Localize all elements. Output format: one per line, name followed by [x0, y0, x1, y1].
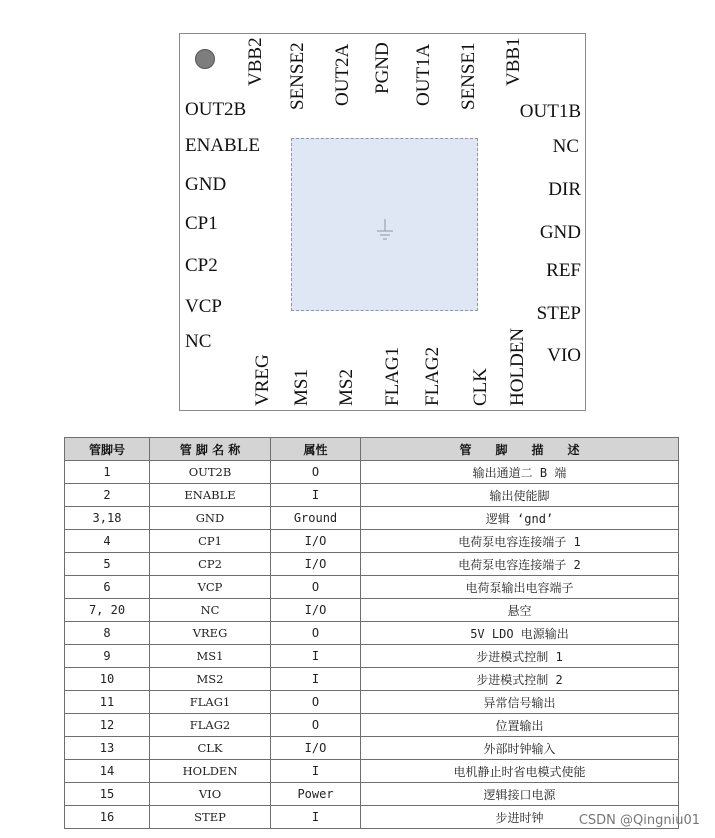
- right-pin-label: REF: [546, 260, 581, 281]
- pin-number-cell: 15: [65, 783, 150, 806]
- left-pin-label: GND: [185, 174, 227, 195]
- top-pin-label: OUT1A: [413, 43, 434, 106]
- pin-attribute-cell: I: [271, 645, 361, 668]
- pin-description-cell: 逻辑 ‘gnd’: [361, 507, 679, 530]
- pin-name-cell: FLAG1: [150, 691, 271, 714]
- table-row: [65, 599, 679, 622]
- header-pin-number: 管脚号: [65, 438, 150, 461]
- pin-number-cell: 3,18: [65, 507, 150, 530]
- pin-name-cell: MS2: [150, 668, 271, 691]
- right-pin-label: STEP: [536, 303, 581, 324]
- table-row: [65, 461, 679, 484]
- pin-description-cell: 悬空: [361, 599, 679, 622]
- right-pin-label: DIR: [548, 179, 581, 200]
- table-row: [65, 645, 679, 668]
- pin-attribute-cell: O: [271, 622, 361, 645]
- right-pin-label: VIO: [547, 345, 581, 366]
- table-row: [65, 760, 679, 783]
- pin-number-cell: 4: [65, 530, 150, 553]
- left-pin-label: CP1: [185, 213, 218, 234]
- pin-attribute-cell: I: [271, 806, 361, 829]
- pin-description-cell: 外部时钟输入: [361, 737, 679, 760]
- pin-name-cell: MS1: [150, 645, 271, 668]
- pin-attribute-cell: I/O: [271, 737, 361, 760]
- pin-attribute-cell: Ground: [271, 507, 361, 530]
- table-header-row: [65, 438, 679, 461]
- top-pin-label: OUT2A: [332, 43, 353, 106]
- table-row: [65, 622, 679, 645]
- pin-description-cell: 逻辑接口电源: [361, 783, 679, 806]
- pin-name-cell: STEP: [150, 806, 271, 829]
- pin-attribute-cell: O: [271, 576, 361, 599]
- top-pin-label: VBB1: [503, 37, 524, 86]
- pin-number-cell: 2: [65, 484, 150, 507]
- pin-number-cell: 5: [65, 553, 150, 576]
- header-pin-name: 管 脚 名 称: [150, 438, 271, 461]
- right-pin-label: GND: [539, 222, 581, 243]
- table-row: [65, 668, 679, 691]
- bottom-pin-label: FLAG1: [382, 346, 403, 406]
- pin-number-cell: 7, 20: [65, 599, 150, 622]
- header-attribute: 属性: [271, 438, 361, 461]
- pin-number-cell: 10: [65, 668, 150, 691]
- table-row: [65, 737, 679, 760]
- ground-icon: [375, 219, 395, 241]
- table-body: [65, 461, 679, 829]
- pin-name-cell: ENABLE: [150, 484, 271, 507]
- pin-attribute-cell: O: [271, 714, 361, 737]
- pin-number-cell: 8: [65, 622, 150, 645]
- exposed-thermal-pad: [291, 138, 478, 311]
- pin-description-cell: 步进模式控制 2: [361, 668, 679, 691]
- pin-number-cell: 12: [65, 714, 150, 737]
- left-pin-label: CP2: [185, 255, 218, 276]
- pin-name-cell: FLAG2: [150, 714, 271, 737]
- pin-attribute-cell: I: [271, 760, 361, 783]
- table-row: [65, 553, 679, 576]
- table-row: [65, 507, 679, 530]
- pin-description-cell: 电荷泵电容连接端子 1: [361, 530, 679, 553]
- pin-number-cell: 16: [65, 806, 150, 829]
- pin-description-cell: 输出使能脚: [361, 484, 679, 507]
- pin-description-cell: 异常信号输出: [361, 691, 679, 714]
- pin-name-cell: NC: [150, 599, 271, 622]
- pin-number-cell: 1: [65, 461, 150, 484]
- bottom-pin-label: MS1: [291, 369, 312, 406]
- pin-description-cell: 输出通道二 B 端: [361, 461, 679, 484]
- watermark: CSDN @Qingniu01: [578, 813, 700, 828]
- pin-attribute-cell: O: [271, 461, 361, 484]
- left-pin-label: OUT2B: [185, 99, 247, 120]
- table-row: [65, 484, 679, 507]
- bottom-pin-label: VREG: [252, 354, 273, 406]
- left-pin-label: NC: [185, 331, 212, 352]
- pin-description-cell: 5V LDO 电源输出: [361, 622, 679, 645]
- pin-attribute-cell: I: [271, 668, 361, 691]
- table-row: [65, 530, 679, 553]
- pin-description-cell: 步进模式控制 1: [361, 645, 679, 668]
- pin-number-cell: 6: [65, 576, 150, 599]
- header-description: 管 脚 描 述: [361, 438, 679, 461]
- pin-name-cell: OUT2B: [150, 461, 271, 484]
- pin-description-cell: 电荷泵电容连接端子 2: [361, 553, 679, 576]
- bottom-pin-label: HOLDEN: [507, 327, 528, 406]
- pin1-marker-dot: [195, 49, 215, 69]
- table-row: [65, 783, 679, 806]
- pin-number-cell: 14: [65, 760, 150, 783]
- right-pin-label: NC: [552, 136, 579, 157]
- bottom-pin-label: CLK: [470, 368, 491, 406]
- pin-attribute-cell: O: [271, 691, 361, 714]
- pin-description-table: [64, 437, 679, 829]
- pin-name-cell: VIO: [150, 783, 271, 806]
- pin-name-cell: VCP: [150, 576, 271, 599]
- top-pin-label: SENSE1: [458, 42, 479, 110]
- pin-attribute-cell: I/O: [271, 599, 361, 622]
- pin-name-cell: CP1: [150, 530, 271, 553]
- pin-attribute-cell: I: [271, 484, 361, 507]
- table-row: [65, 691, 679, 714]
- pin-name-cell: CP2: [150, 553, 271, 576]
- pin-number-cell: 13: [65, 737, 150, 760]
- pin-description-cell: 位置输出: [361, 714, 679, 737]
- left-pin-label: ENABLE: [185, 135, 260, 156]
- left-pin-label: VCP: [185, 296, 222, 317]
- pin-attribute-cell: Power: [271, 783, 361, 806]
- pin-attribute-cell: I/O: [271, 553, 361, 576]
- top-pin-label: VBB2: [245, 37, 266, 86]
- chip-package-diagram: [179, 33, 586, 411]
- pin-name-cell: HOLDEN: [150, 760, 271, 783]
- pin-name-cell: CLK: [150, 737, 271, 760]
- table-row: [65, 576, 679, 599]
- right-pin-label: OUT1B: [519, 101, 581, 122]
- top-pin-label: SENSE2: [287, 42, 308, 110]
- top-pin-label: PGND: [372, 42, 393, 94]
- pin-name-cell: GND: [150, 507, 271, 530]
- table-row: [65, 714, 679, 737]
- pin-description-cell: 电机静止时省电模式使能: [361, 760, 679, 783]
- pin-attribute-cell: I/O: [271, 530, 361, 553]
- pin-number-cell: 9: [65, 645, 150, 668]
- pin-number-cell: 11: [65, 691, 150, 714]
- pin-description-cell: 步进时钟: [361, 806, 679, 829]
- pin-name-cell: VREG: [150, 622, 271, 645]
- bottom-pin-label: FLAG2: [422, 346, 443, 406]
- bottom-pin-label: MS2: [336, 369, 357, 406]
- pin-description-cell: 电荷泵输出电容端子: [361, 576, 679, 599]
